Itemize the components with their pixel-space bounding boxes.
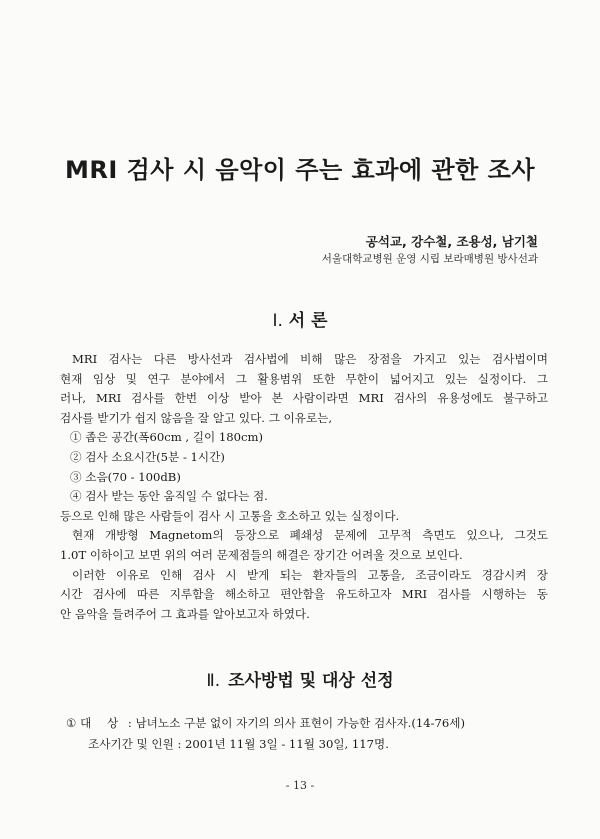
intro-line: 현재 임상 및 연구 분야에서 그 활용범위 또한 무한이 넓어지고 있는 실정이다. 그 bbox=[60, 371, 548, 386]
intro-line: MRI 검사는 다른 방사선과 검사법에 비해 많은 장점을 가지고 있는 검사법이며 bbox=[72, 352, 548, 366]
reason-item: ① 좁은 공간(폭60cm , 길이 180cm) bbox=[70, 430, 264, 445]
paragraph-line: 등으로 인해 많은 사람들이 검사 시 고통을 호소하고 있는 실정이다. bbox=[60, 508, 400, 523]
item-text: : 남녀노소 구분 없이 자기의 의사 표현이 가능한 검사자.(14-76세) bbox=[127, 716, 466, 730]
affiliation: 서울대학교병원 운영 시립 보라매병원 방사선과 bbox=[321, 253, 538, 265]
section-title: 조사방법 및 대상 선정 bbox=[228, 671, 394, 691]
item-marker: ① bbox=[66, 716, 77, 730]
reason-item: ③ 소음(70 - 100dB) bbox=[70, 469, 181, 484]
paragraph-line: 현재 개방형 Magnetom의 등장으로 폐쇄성 문제에 고무적 측면도 있으나, 그것도 bbox=[72, 528, 548, 543]
paper-title: MRI 검사 시 음악이 주는 효과에 관한 조사 bbox=[64, 156, 536, 184]
reason-item: ② 검사 소요시간(5분 - 1시간) bbox=[70, 449, 225, 464]
paragraph-line: 시간 검사에 따른 지루함을 해소하고 편안함을 유도하고자 MRI 검사를 시행하는 동 bbox=[60, 587, 548, 602]
methods-body bbox=[66, 713, 556, 755]
section-title: 서 론 bbox=[288, 311, 328, 331]
method-item-period: 조사기간 및 인원 : 2001년 11월 3일 - 11월 30일, 117명. bbox=[88, 737, 389, 751]
section-numeral: Ⅱ. bbox=[206, 671, 221, 691]
page-number: - 13 - bbox=[285, 779, 315, 792]
method-item-subjects bbox=[66, 713, 556, 734]
intro-line: 검사를 받기가 쉽지 않음을 잘 알고 있다. 그 이유로는, bbox=[60, 410, 333, 425]
paragraph-line: 안 음악을 들려주어 그 효과를 알아보고자 하였다. bbox=[60, 606, 310, 621]
paragraph-line: 이러한 이유로 인해 검사 시 받게 되는 환자들의 고통을, 조금이라도 경감시켜 장 bbox=[72, 567, 548, 582]
introduction-body bbox=[60, 350, 548, 624]
paragraph-line: 1.0T 이하이고 보면 위의 여러 문제점들의 해결은 장기간 어려울 것으로 보인다. bbox=[60, 547, 463, 562]
section-heading-introduction bbox=[0, 306, 600, 331]
intro-line: 러나, MRI 검사를 한번 이상 받아 본 사람이라면 MRI 검사의 유용성에도 불구하고 bbox=[60, 391, 548, 406]
reason-item: ④ 검사 받는 동안 움직일 수 없다는 점. bbox=[70, 489, 268, 504]
section-heading-methods bbox=[0, 666, 600, 691]
section-numeral: Ⅰ. bbox=[272, 311, 283, 331]
item-label: 대 상 bbox=[80, 716, 125, 730]
authors: 공석교, 강수철, 조용성, 남기철 bbox=[365, 234, 538, 249]
